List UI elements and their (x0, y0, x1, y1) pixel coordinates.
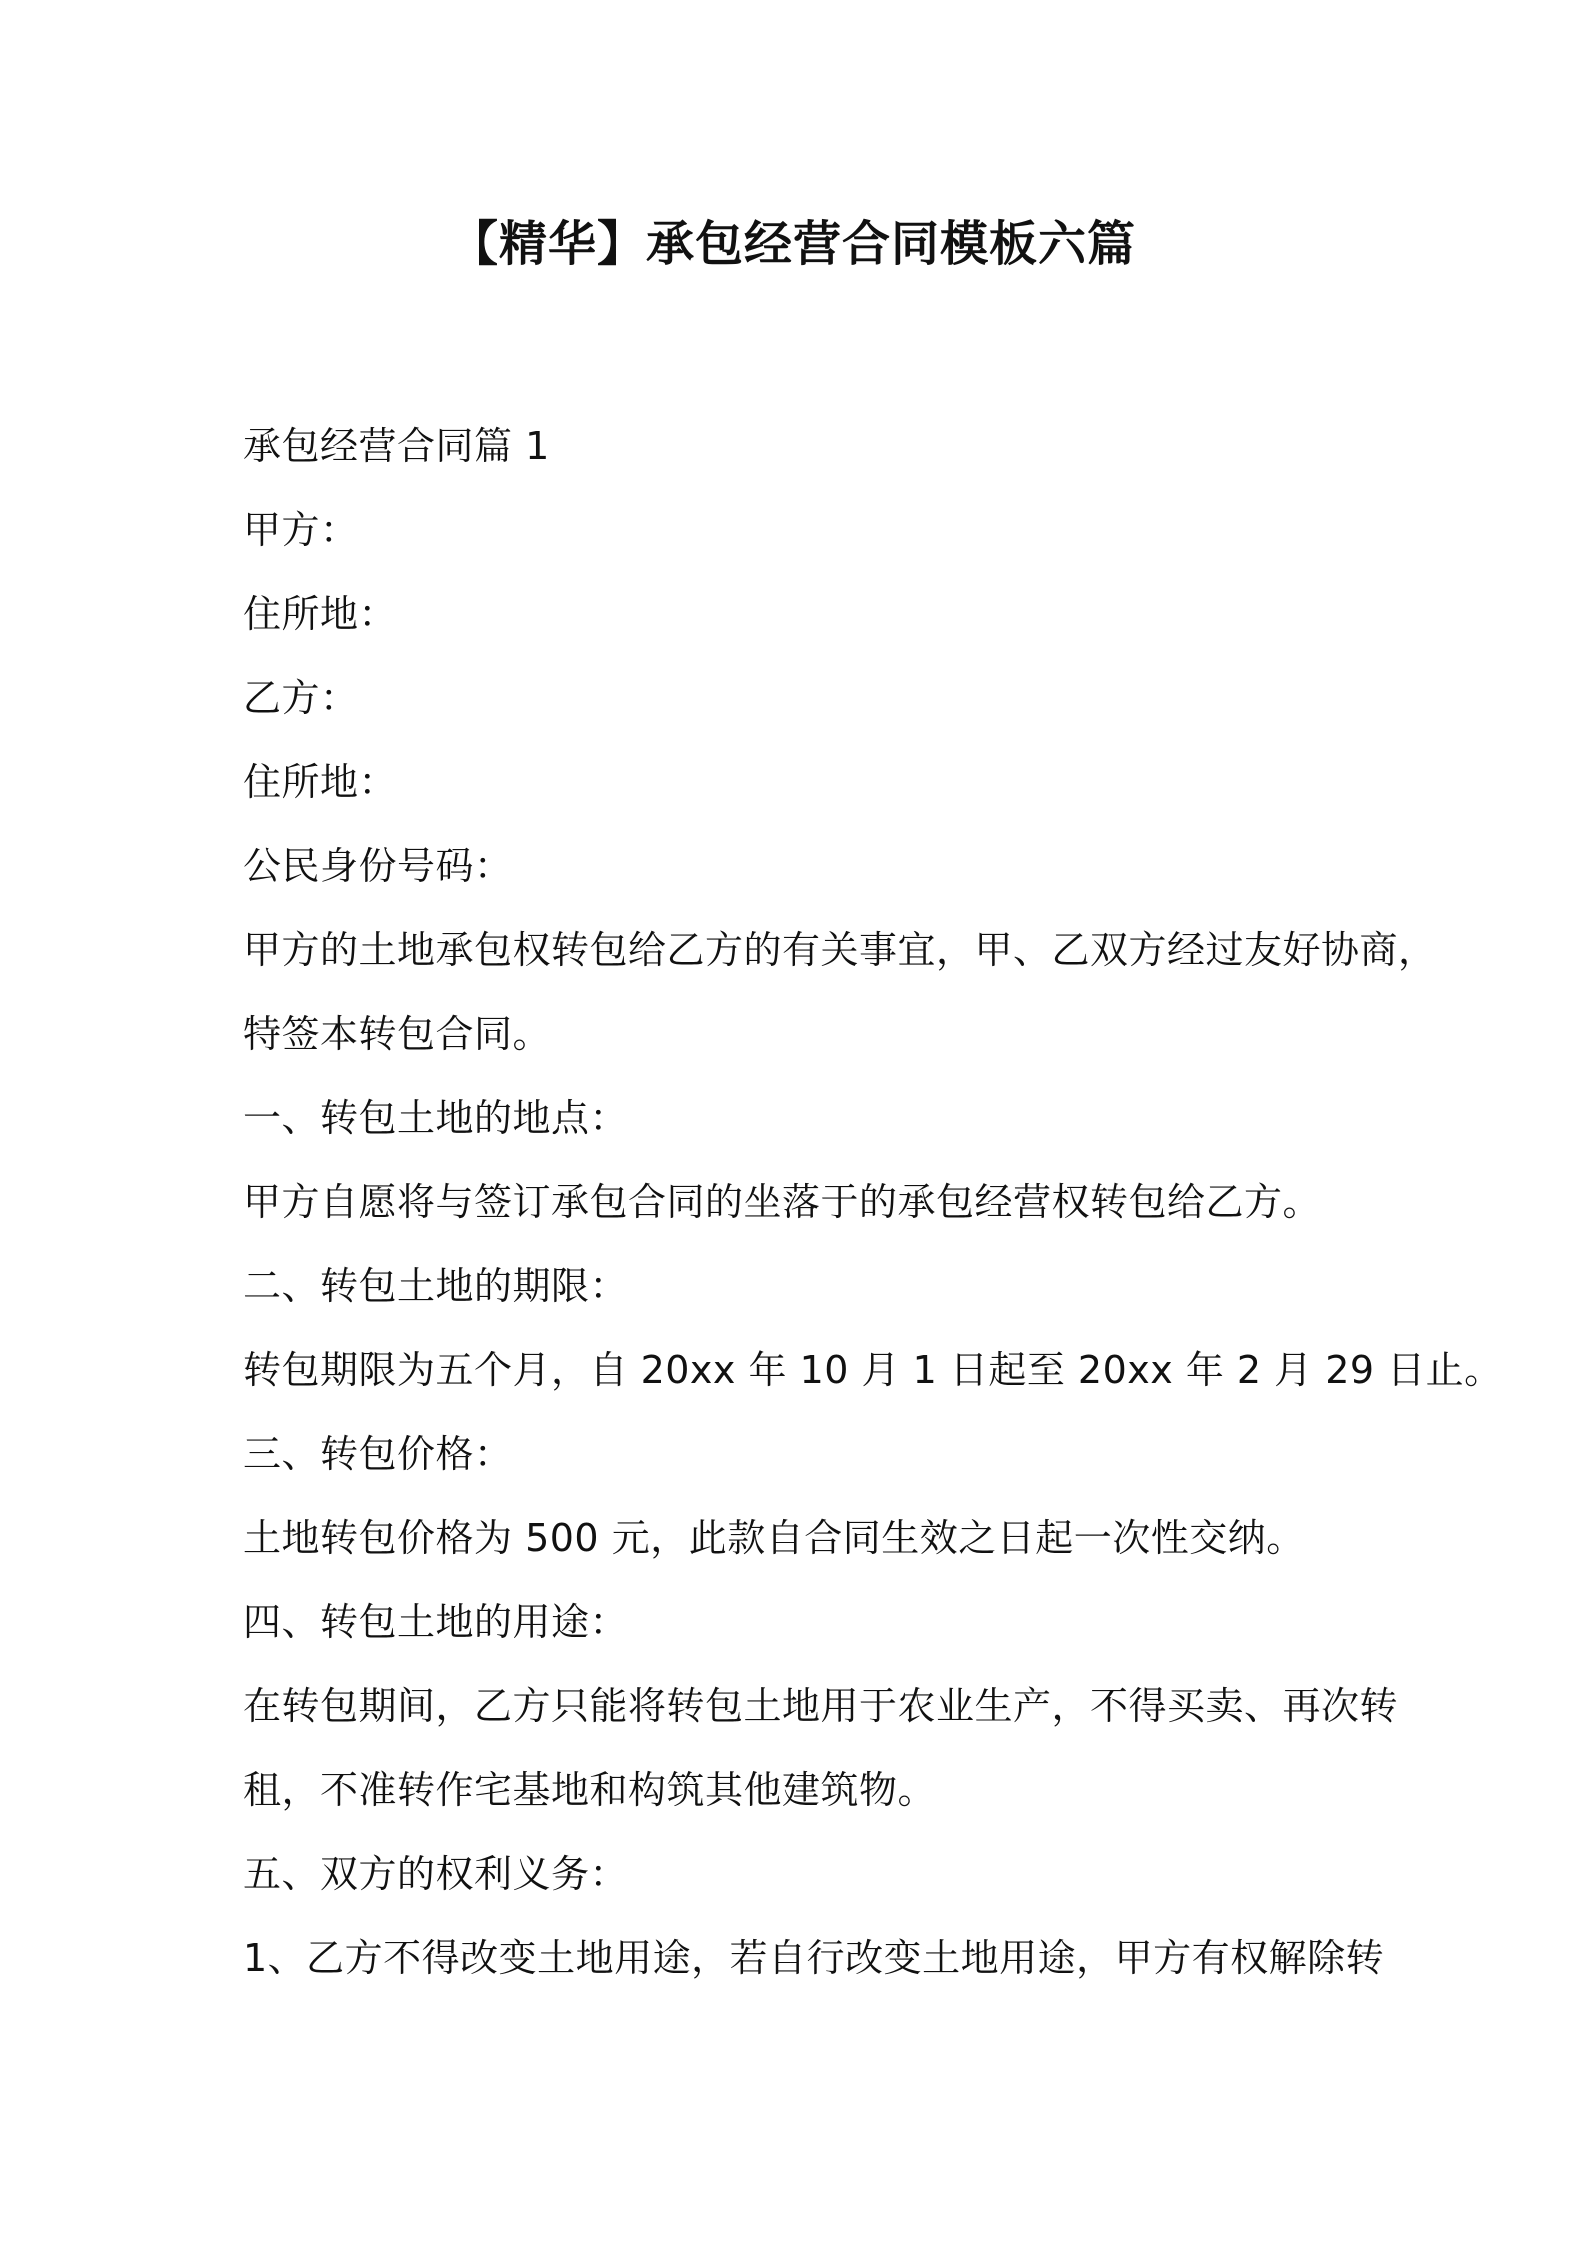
clause-heading: 二、转包土地的期限： (243, 1264, 629, 1308)
paragraph-line: 租，不准转作宅基地和构筑其他建筑物。 (243, 1768, 937, 1812)
document-title: 【精华】承包经营合同模板六篇 (449, 216, 1136, 272)
section-heading: 承包经营合同篇 1 (243, 424, 550, 468)
paragraph-line: 转包期限为五个月，自 20xx 年 10 月 1 日起至 20xx 年 2 月 29 日止。 (243, 1348, 1503, 1392)
clause-heading: 一、转包土地的地点： (243, 1096, 629, 1140)
clause-heading: 四、转包土地的用途： (243, 1600, 629, 1644)
id-number-label: 公民身份号码： (243, 844, 513, 888)
paragraph-line: 在转包期间，乙方只能将转包土地用于农业生产，不得买卖、再次转 (243, 1684, 1399, 1728)
paragraph-line: 甲方的土地承包权转包给乙方的有关事宜，甲、乙双方经过友好协商， (243, 928, 1437, 972)
paragraph-line: 甲方自愿将与签订承包合同的坐落于的承包经营权转包给乙方。 (243, 1180, 1322, 1224)
paragraph-line: 土地转包价格为 500 元，此款自合同生效之日起一次性交纳。 (243, 1516, 1305, 1560)
clause-heading: 三、转包价格： (243, 1432, 513, 1476)
paragraph-line: 特签本转包合同。 (243, 1012, 552, 1056)
paragraph-line: 1、乙方不得改变土地用途，若自行改变土地用途，甲方有权解除转 (243, 1936, 1385, 1980)
party-a-address-label: 住所地： (243, 592, 398, 636)
clause-heading: 五、双方的权利义务： (243, 1852, 629, 1896)
document-body (243, 404, 1503, 2000)
party-b-address-label: 住所地： (243, 760, 398, 804)
party-a-label: 甲方： (243, 508, 359, 552)
party-b-label: 乙方： (243, 676, 359, 720)
